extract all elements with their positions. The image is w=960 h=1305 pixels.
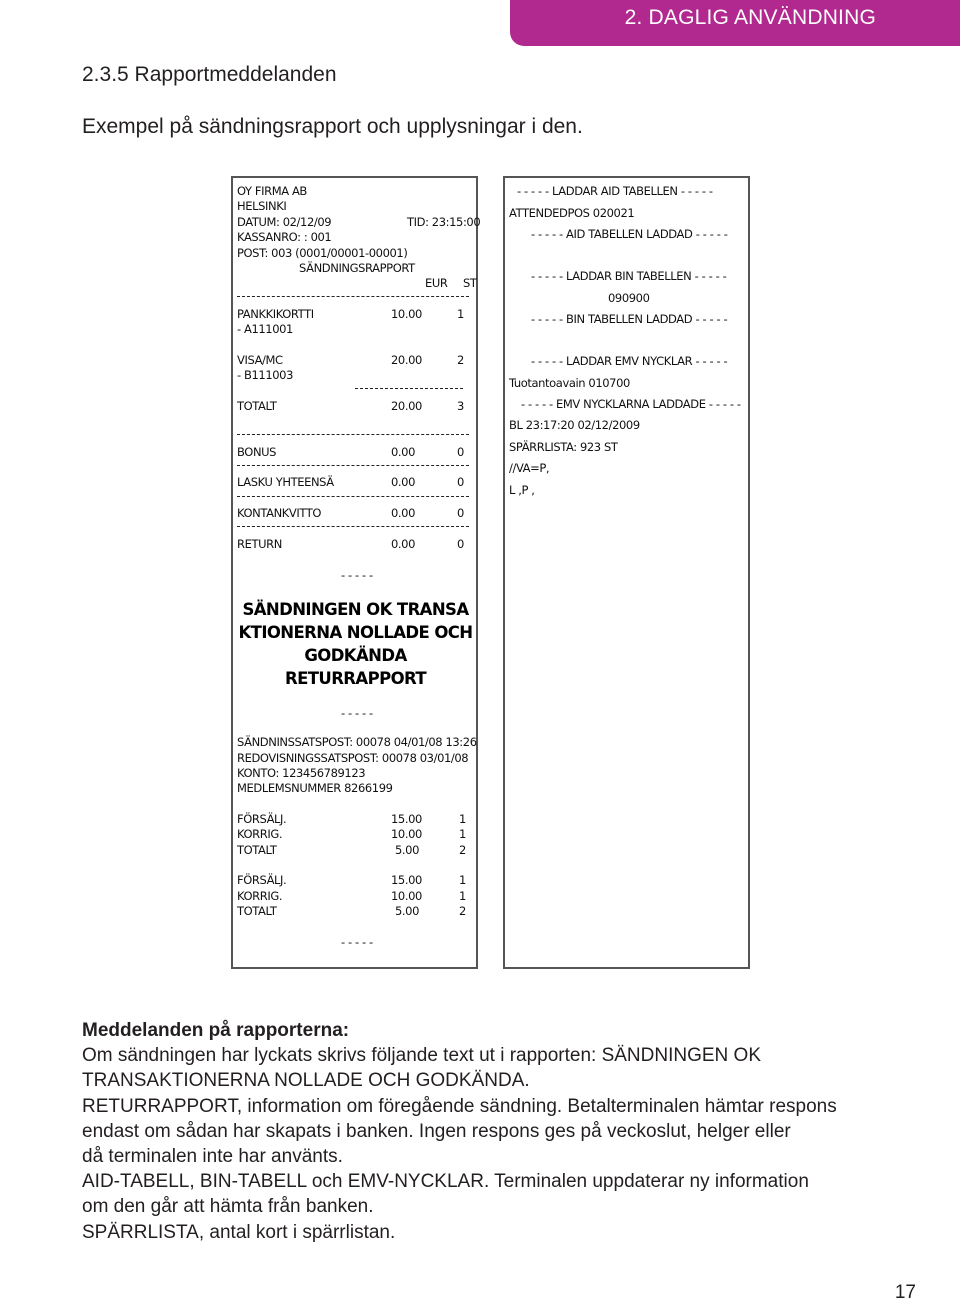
row-amount: 0.00 bbox=[391, 506, 416, 520]
summary-amount: 15.00 bbox=[391, 873, 422, 887]
row-label: TOTALT bbox=[237, 399, 277, 413]
summary-label: TOTALT bbox=[237, 843, 277, 857]
summary-count: 1 bbox=[459, 873, 466, 887]
row-count: 2 bbox=[457, 353, 464, 367]
summary-amount: 5.00 bbox=[395, 904, 420, 918]
row-count: 0 bbox=[457, 445, 464, 459]
receipt-line: ATTENDEDPOS 020021 bbox=[509, 206, 635, 220]
row-amount: 20.00 bbox=[391, 399, 422, 413]
notes-line: endast om sådan har skapats i banken. Ingen respons ges på veckoslut, helger eller bbox=[82, 1120, 791, 1142]
receipt-separator: - - - - - bbox=[341, 935, 373, 949]
transmission-ok-message: GODKÄNDA bbox=[304, 646, 407, 665]
summary-amount: 10.00 bbox=[391, 827, 422, 841]
receipt-line: Tuotantoavain 010700 bbox=[509, 376, 630, 390]
row-amount: 10.00 bbox=[391, 307, 422, 321]
summary-count: 2 bbox=[459, 904, 466, 918]
row-amount: 0.00 bbox=[391, 537, 416, 551]
table-load-receipt bbox=[503, 176, 750, 969]
summary-label: TOTALT bbox=[237, 904, 277, 918]
receipt-line: BL 23:17:20 02/12/2009 bbox=[509, 418, 640, 432]
summary-label: FÖRSÄLJ. bbox=[237, 812, 287, 826]
receipt-register: KASSANRO: : 001 bbox=[237, 230, 332, 244]
receipt-line: - - - - - EMV NYCKLARNA LADDADE - - - - - bbox=[521, 397, 741, 411]
section-title: 2.3.5 Rapportmeddelanden bbox=[82, 63, 337, 86]
chapter-tab bbox=[510, 0, 960, 46]
row-label: PANKKIKORTTI bbox=[237, 307, 314, 321]
notes-line: TRANSAKTIONERNA NOLLADE OCH GODKÄNDA. bbox=[82, 1070, 530, 1092]
notes-line: då terminalen inte har använts. bbox=[82, 1146, 343, 1168]
summary-label: KORRIG. bbox=[237, 827, 283, 841]
receipt-divider bbox=[237, 526, 469, 527]
summary-label: KORRIG. bbox=[237, 889, 283, 903]
notes-line: om den går att hämta från banken. bbox=[82, 1196, 374, 1218]
page-number: 17 bbox=[894, 1282, 916, 1303]
row-label: BONUS bbox=[237, 445, 277, 459]
receipt-divider bbox=[237, 465, 469, 466]
receipt-line: - - - - - BIN TABELLEN LADDAD - - - - - bbox=[531, 312, 728, 326]
notes-line: SPÄRRLISTA, antal kort i spärrlistan. bbox=[82, 1221, 396, 1243]
notes-line: Om sändningen har lyckats skrivs följande text ut i rapporten: SÄNDNINGEN OK bbox=[82, 1045, 761, 1067]
notes-line: RETURRAPPORT, information om föregående sändning. Betalterminalen hämtar respons bbox=[82, 1095, 837, 1117]
row-count: 0 bbox=[457, 506, 464, 520]
row-amount: 0.00 bbox=[391, 445, 416, 459]
summary-count: 1 bbox=[459, 889, 466, 903]
row-count: 1 bbox=[457, 307, 464, 321]
receipt-line: - - - - - LADDAR EMV NYCKLAR - - - - - bbox=[531, 354, 728, 368]
section-intro: Exempel på sändningsrapport och upplysningar i den. bbox=[82, 115, 583, 138]
row-label: RETURN bbox=[237, 537, 282, 551]
summary-amount: 15.00 bbox=[391, 812, 422, 826]
receipt-post: POST: 003 (0001/00001-00001) bbox=[237, 246, 408, 260]
row-label: VISA/MC bbox=[237, 353, 283, 367]
receipt-line: 090900 bbox=[608, 291, 650, 305]
row-label: - A111001 bbox=[237, 322, 293, 336]
receipt-divider bbox=[237, 496, 469, 497]
row-amount: 0.00 bbox=[391, 475, 416, 489]
receipt-report-title: SÄNDNINGSRAPPORT bbox=[299, 261, 415, 275]
receipt-company: OY FIRMA AB bbox=[237, 184, 307, 198]
receipt-line: - - - - - AID TABELLEN LADDAD - - - - - bbox=[531, 227, 728, 241]
row-count: 0 bbox=[457, 537, 464, 551]
notes-heading: Meddelanden på rapporterna: bbox=[82, 1020, 350, 1041]
column-currency: EUR bbox=[425, 276, 448, 290]
transmission-report-receipt bbox=[231, 176, 481, 969]
row-label: KONTANKVITTO bbox=[237, 506, 322, 520]
receipt-separator: - - - - - bbox=[341, 706, 373, 720]
chapter-title: 2. DAGLIG ANVÄNDNING bbox=[624, 6, 876, 29]
subtotal-divider bbox=[355, 388, 463, 389]
summary-amount: 5.00 bbox=[395, 843, 420, 857]
summary-count: 1 bbox=[459, 812, 466, 826]
transmission-ok-message: SÄNDNINGEN OK TRANSA bbox=[242, 600, 469, 619]
batch-line: SÄNDNINSSATSPOST: 00078 04/01/08 13:26 bbox=[237, 735, 477, 749]
row-count: 3 bbox=[457, 399, 464, 413]
receipt-line: - - - - - LADDAR AID TABELLEN - - - - - bbox=[517, 184, 713, 198]
column-count: ST bbox=[463, 276, 477, 290]
receipt-time: TID: 23:15:00 bbox=[407, 215, 481, 229]
receipt-line: SPÄRRLISTA: 923 ST bbox=[509, 440, 618, 454]
notes-line: AID-TABELL, BIN-TABELL och EMV-NYCKLAR. Terminalen uppdaterar ny information bbox=[82, 1171, 809, 1193]
row-amount: 20.00 bbox=[391, 353, 422, 367]
batch-line: MEDLEMSNUMMER 8266199 bbox=[237, 781, 393, 795]
summary-count: 2 bbox=[459, 843, 466, 857]
receipt-separator: - - - - - bbox=[341, 568, 373, 582]
receipt-date: DATUM: 02/12/09 bbox=[237, 215, 332, 229]
row-label: LASKU YHTEENSÄ bbox=[237, 475, 334, 489]
batch-line: KONTO: 123456789123 bbox=[237, 766, 366, 780]
row-count: 0 bbox=[457, 475, 464, 489]
receipt-city: HELSINKI bbox=[237, 199, 287, 213]
transmission-ok-message: KTIONERNA NOLLADE OCH bbox=[238, 623, 473, 642]
receipt-line: - - - - - LADDAR BIN TABELLEN - - - - - bbox=[531, 269, 727, 283]
receipt-line: //VA=P, bbox=[509, 461, 550, 475]
receipt-divider bbox=[237, 434, 469, 435]
receipt-divider bbox=[237, 296, 469, 297]
row-label: - B111003 bbox=[237, 368, 293, 382]
report-notes bbox=[82, 1018, 882, 1245]
summary-count: 1 bbox=[459, 827, 466, 841]
summary-label: FÖRSÄLJ. bbox=[237, 873, 287, 887]
receipt-line: L ,P , bbox=[509, 483, 535, 497]
summary-amount: 10.00 bbox=[391, 889, 422, 903]
return-report-heading: RETURRAPPORT bbox=[284, 669, 427, 688]
batch-line: REDOVISNINGSSATSPOST: 00078 03/01/08 bbox=[237, 751, 469, 765]
